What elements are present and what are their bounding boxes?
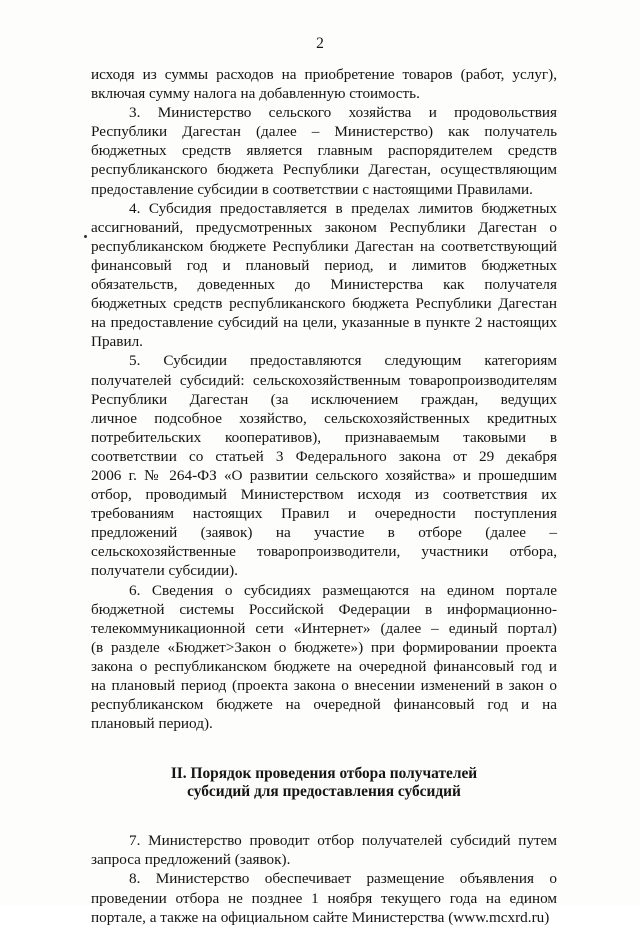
paragraph-line: сельскохозяйственные товаропроизводители, участники отбора,: [91, 543, 557, 561]
paragraph-line: портале, а также на официальном сайте Министерства (www.mcxrd.ru): [91, 908, 550, 926]
paragraph-line: Республики Дагестан (за исключением граждан, ведущих: [91, 390, 557, 408]
section-heading: [91, 765, 557, 801]
paragraph-line: бюджетных средств является главным распорядителем средств: [91, 142, 557, 160]
paragraph-line: включая сумму налога на добавленную стоимость.: [91, 85, 420, 103]
paragraph-line: финансовый год и плановый период, и лимитов бюджетных: [91, 256, 557, 274]
paragraph-line: получатели субсидии).: [91, 562, 238, 580]
paragraph-line: 4. Субсидия предоставляется в пределах лимитов бюджетных: [129, 199, 557, 217]
document-body: [91, 66, 557, 927]
paragraphs-bottom: [91, 832, 557, 926]
paragraph-line: республиканском бюджете на очередной финансовый год и на: [91, 696, 557, 714]
paragraph-line: 2006 г. № 264-ФЗ «О развитии сельского хозяйства» и прошедшим: [91, 466, 557, 484]
paragraph-line: Правил.: [91, 333, 143, 351]
section-heading-line-2: субсидий для предоставления субсидий: [187, 783, 461, 801]
paragraph-line: на плановый период (проекта закона о внесении изменений в закон о: [91, 677, 557, 694]
paragraph-line: бюджетной системы Российской Федерации в информационно-: [91, 600, 557, 618]
paragraph-line: плановый период).: [91, 715, 213, 733]
paragraph-line: ассигнований, предусмотренных законом Республики Дагестан о: [91, 218, 557, 236]
paragraph-line: отбор, проводимый Министерством исходя из соответствия их: [91, 486, 557, 504]
paragraph-line: проведении отбора не позднее 1 ноября текущего года на едином: [91, 889, 557, 907]
paragraph-line: бюджетных средств республиканского бюджета Республики Дагестан: [91, 295, 557, 313]
paragraph-line: 8. Министерство обеспечивает размещение объявления о: [129, 870, 557, 888]
paragraph-line: 3. Министерство сельского хозяйства и продовольствия: [129, 104, 557, 122]
section-heading-line-1: II. Порядок проведения отбора получателей: [170, 765, 478, 783]
paragraph-line: закона о республиканском бюджете на очередной финансовый год и: [91, 657, 557, 675]
paragraph-line: республиканском бюджете Республики Дагестан на соответствующий: [91, 237, 557, 255]
paragraph-line: запроса предложений (заявок).: [91, 851, 291, 869]
paragraph-line: личное подсобное хозяйство, сельскохозяйственных кредитных: [91, 409, 557, 427]
paragraph-line: республиканского бюджета Республики Дагестан, осуществляющим: [91, 161, 557, 179]
paragraph-line: исходя из суммы расходов на приобретение товаров (работ, услуг),: [91, 66, 557, 83]
paragraph-line: телекоммуникационной сети «Интернет» (далее – единый портал): [91, 619, 557, 637]
paragraph-line: обязательств, доведенных до Министерства как получателя: [91, 276, 557, 294]
paragraph-line: соответствии со статьей 3 Федерального закона от 29 декабря: [91, 447, 557, 465]
paragraph-line: предоставление субсидии в соответствии с настоящими Правилами.: [91, 180, 533, 198]
paragraphs-top: [91, 66, 557, 733]
paragraph-line: получателей субсидий: сельскохозяйственным товаропроизводителям: [91, 371, 557, 389]
paragraph-line: потребительских кооперативов), признаваемым таковыми в: [91, 428, 557, 446]
paragraph-line: 5. Субсидии предоставляются следующим категориям: [129, 352, 557, 370]
paragraph-line: (в разделе «Бюджет>Закон о бюджете») при формировании проекта: [91, 638, 557, 656]
paragraph-line: 7. Министерство проводит отбор получателей субсидий путем: [129, 832, 557, 850]
paragraph-line: предложений (заявок) на участие в отборе (далее –: [91, 524, 557, 542]
paragraph-line: на предоставление субсидий на цели, указанные в пункте 2 настоящих: [91, 314, 557, 332]
page-number: 2: [316, 35, 324, 52]
scan-speck: [84, 235, 87, 238]
paragraph-line: Республики Дагестан (далее – Министерство) как получатель: [91, 123, 557, 141]
paragraph-line: 6. Сведения о субсидиях размещаются на едином портале: [129, 581, 557, 599]
paragraph-line: требованиям настоящих Правил и очередности поступления: [91, 505, 557, 523]
